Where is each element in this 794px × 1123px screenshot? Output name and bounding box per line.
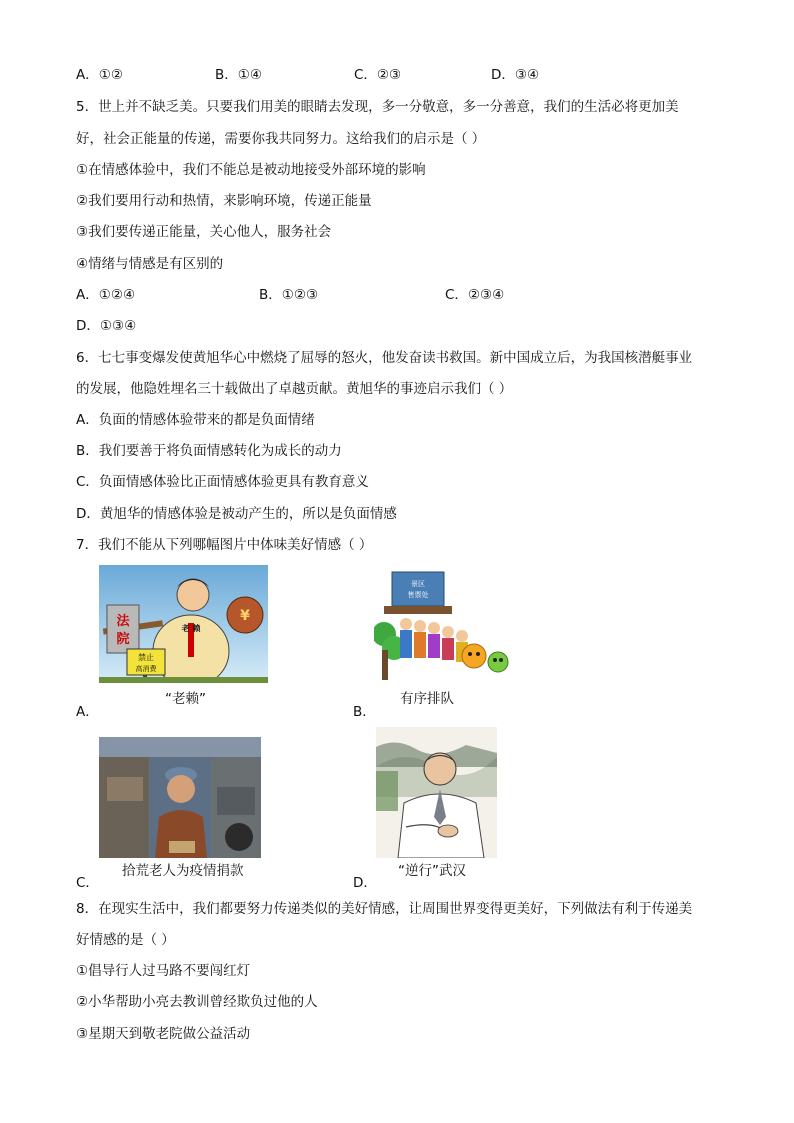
q5-option-a: A．①②④ bbox=[76, 287, 136, 303]
q5-stem-line1: 5．世上并不缺乏美。只要我们用美的眼睛去发现，多一分敬意，多一分善意，我们的生活必将更加美 bbox=[76, 99, 679, 115]
q7-option-d: D． bbox=[353, 875, 377, 891]
q7-option-a: A． bbox=[76, 704, 99, 720]
q8-item-3: ③星期天到敬老院做公益活动 bbox=[76, 1026, 251, 1042]
q4-option-c: C．②③ bbox=[354, 67, 402, 83]
q5-stem-line2: 好，社会正能量的传递，需要你我共同努力。这给我们的启示是（ ） bbox=[76, 131, 486, 147]
court-sign-char1: 法 bbox=[116, 614, 130, 629]
q8-stem-line2: 好情感的是（ ） bbox=[76, 932, 175, 948]
q6-option-b: B．我们要善于将负面情感转化为成长的动力 bbox=[76, 443, 342, 459]
q5-item-2: ②我们要用行动和热情，来影响环境，传递正能量 bbox=[76, 193, 372, 209]
q5-option-b: B．①②③ bbox=[259, 287, 319, 303]
q7-image-b bbox=[374, 566, 510, 684]
q6-stem-line1: 6．七七事变爆发使黄旭华心中燃烧了屈辱的怒火，他发奋读书救国。新中国成立后，为我国核潜艇事业 bbox=[76, 350, 693, 366]
q7-image-d bbox=[376, 727, 497, 858]
q7-stem: 7．我们不能从下列哪幅图片中体味美好情感（ ） bbox=[76, 537, 373, 553]
q4-option-b: B．①④ bbox=[215, 67, 262, 83]
q7-caption-c: 拾荒老人为疫情捐款 bbox=[122, 863, 244, 879]
q4-option-d: D．③④ bbox=[491, 67, 540, 83]
ticket-sign-line2: 售票处 bbox=[407, 591, 429, 599]
q7-image-a bbox=[99, 565, 268, 683]
q8-item-2: ②小华帮助小亮去教训曾经欺负过他的人 bbox=[76, 994, 318, 1010]
q7-image-c bbox=[99, 737, 261, 858]
deadbeat-body-text: 老 赖 bbox=[181, 624, 201, 633]
q6-stem-line2: 的发展，他隐姓埋名三十载做出了卓越贡献。黄旭华的事迹启示我们（ ） bbox=[76, 381, 513, 397]
q5-option-c: C．②③④ bbox=[445, 287, 505, 303]
q6-option-c: C．负面情感体验比正面情感体验更具有教育意义 bbox=[76, 474, 369, 490]
q7-option-c: C． bbox=[76, 875, 99, 891]
q8-item-1: ①倡导行人过马路不要闯红灯 bbox=[76, 963, 251, 979]
q4-option-a: A．①② bbox=[76, 67, 123, 83]
q7-caption-b: 有序排队 bbox=[400, 691, 454, 707]
q5-item-4: ④情绪与情感是有区别的 bbox=[76, 256, 224, 272]
q7-caption-a: “老赖” bbox=[165, 691, 206, 707]
q5-item-3: ③我们要传递正能量，关心他人，服务社会 bbox=[76, 224, 332, 240]
q5-option-d: D．①③④ bbox=[76, 318, 137, 334]
q5-item-1: ①在情感体验中，我们不能总是被动地接受外部环境的影响 bbox=[76, 162, 426, 178]
ticket-sign-line1: 景区 bbox=[411, 580, 425, 588]
q8-stem-line1: 8．在现实生活中，我们都要努力传递类似的美好情感，让周围世界变得更美好，下列做法有利于传递美 bbox=[76, 901, 693, 917]
q7-option-b: B． bbox=[353, 704, 376, 720]
q6-option-d: D．黄旭华的情感体验是被动产生的，所以是负面情感 bbox=[76, 506, 397, 522]
money-bag-symbol: ¥ bbox=[240, 608, 250, 624]
q6-option-a: A．负面的情感体验带来的都是负面情绪 bbox=[76, 412, 315, 428]
court-sign-char2: 院 bbox=[116, 632, 130, 647]
ban-sign-line2: 高消费 bbox=[135, 665, 157, 673]
q7-caption-d: “逆行”武汉 bbox=[398, 863, 466, 879]
ban-sign-line1: 禁止 bbox=[138, 653, 154, 662]
